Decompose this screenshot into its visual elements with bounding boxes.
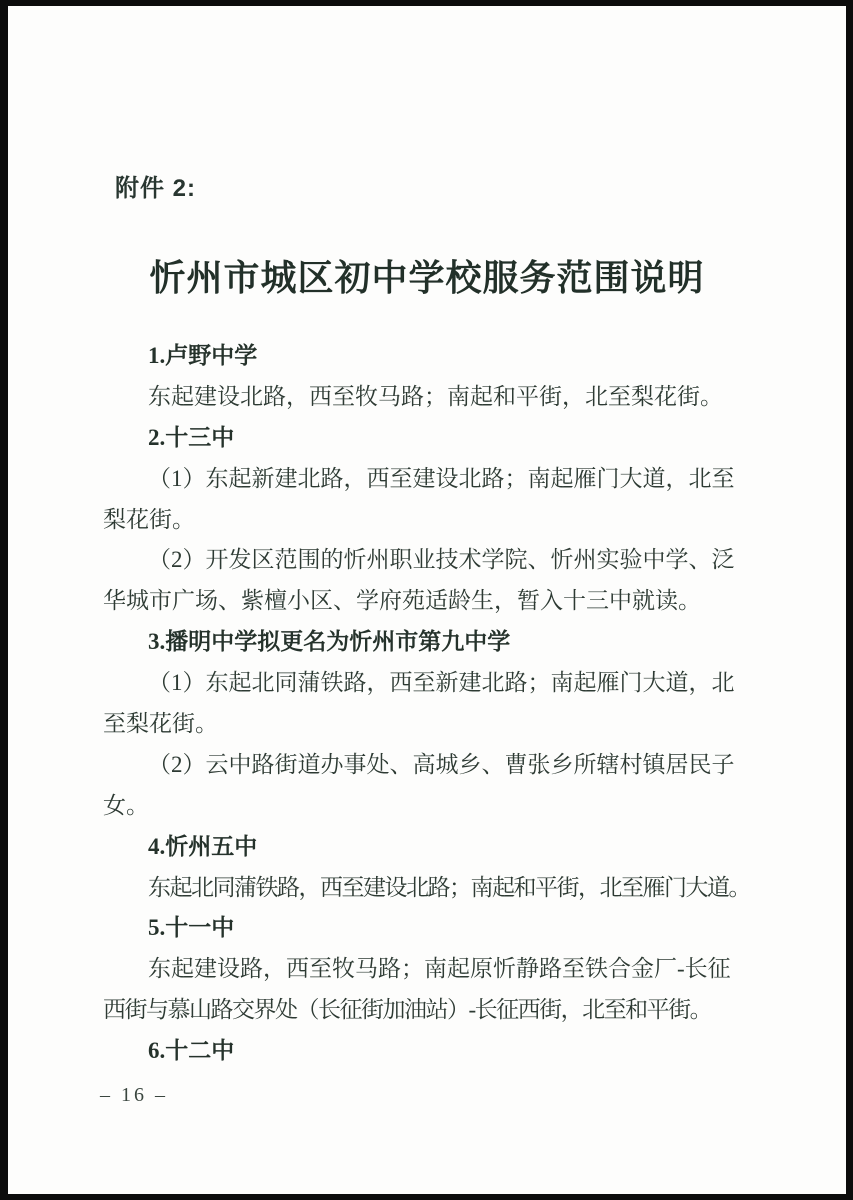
section-5-text-line-1: 东起建设路，西至牧马路；南起原忻静路至铁合金厂-长征 <box>148 956 731 982</box>
section-3-item-2-line-2: 女。 <box>103 792 149 818</box>
section-1-text: 东起建设北路，西至牧马路；南起和平街，北至梨花街。 <box>148 383 723 409</box>
section-2-item-1-line-1: （1）东起新建北路，西至建设北路；南起雁门大道，北至 <box>148 465 735 491</box>
section-3-item-2-line-1: （2）云中路街道办事处、高城乡、曹张乡所辖村镇居民子 <box>148 751 735 777</box>
section-2-item-2-line-1: （2）开发区范围的忻州职业技术学院、忻州实验中学、泛 <box>148 547 735 573</box>
section-3-heading: 3.播明中学拟更名为忻州市第九中学 <box>148 629 511 655</box>
section-3-item-1-line-2: 至梨花街。 <box>103 711 218 737</box>
section-4-heading: 4.忻州五中 <box>148 833 258 859</box>
section-5-heading: 5.十一中 <box>148 915 235 941</box>
section-1-heading: 1.卢野中学 <box>148 343 258 368</box>
section-5-text-line-2: 西街与慕山路交界处（长征街加油站）-长征西街，北至和平街。 <box>103 997 712 1023</box>
document-title: 忻州市城区初中学校服务范围说明 <box>149 258 705 298</box>
section-4-text: 东起北同蒲铁路，西至建设北路；南起和平街，北至雁门大道。 <box>148 874 750 900</box>
section-2-item-1-line-2: 梨花街。 <box>103 506 195 532</box>
document-page <box>8 6 846 1194</box>
section-2-item-2-line-2: 华城市广场、紫檀小区、学府苑适龄生，暂入十三中就读。 <box>103 588 701 614</box>
section-3-item-1-line-1: （1）东起北同蒲铁路，西至新建北路；南起雁门大道，北 <box>148 670 735 696</box>
document-lines <box>103 336 763 1072</box>
section-6-heading: 6.十二中 <box>148 1038 235 1064</box>
attachment-label: 附件 2: <box>115 175 197 202</box>
section-2-heading: 2.十三中 <box>148 424 235 450</box>
page-number: – 16 – <box>100 1084 168 1106</box>
